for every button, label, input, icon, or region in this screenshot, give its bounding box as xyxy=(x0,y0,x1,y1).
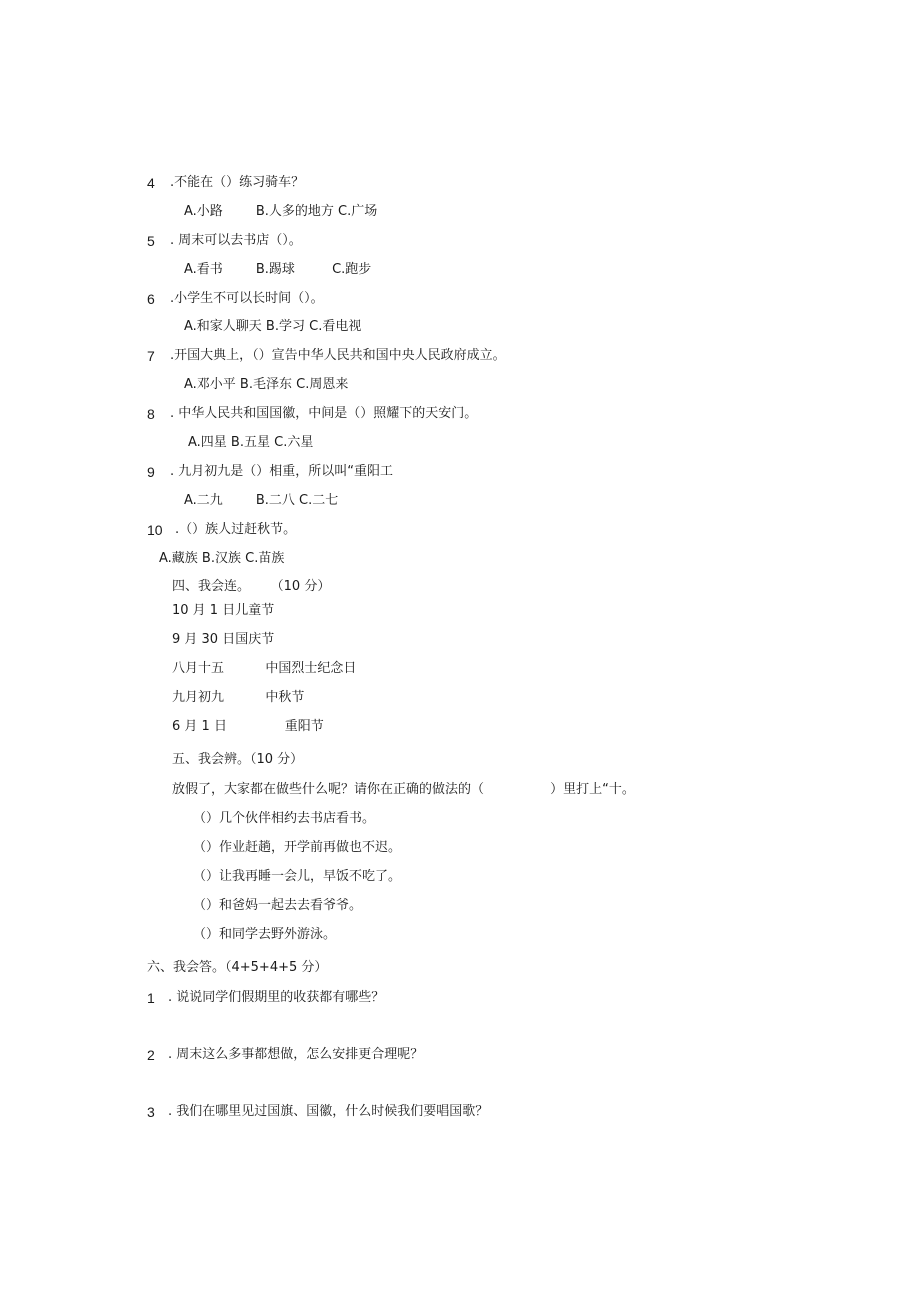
question-options: A.和家人聊天 B.学习 C.看电视 xyxy=(184,319,362,334)
question-text: . 九月初九是（）相重，所以叫“重阳工 xyxy=(170,464,393,479)
question-options: A.小路 B.人多的地方 C.广场 xyxy=(184,204,378,219)
question-number: 7 xyxy=(147,348,155,364)
question-text: . 中华人民共和国国徽，中间是（）照耀下的天安门。 xyxy=(170,406,478,421)
question-number: 5 xyxy=(147,233,155,249)
judge-item: （）作业赶趟，开学前再做也不迟。 xyxy=(193,840,402,855)
matching-row: 6 月 1 日 重阳节 xyxy=(172,719,324,734)
question-text: . 周末这么多事都想做，怎么安排更合理呢？ xyxy=(168,1047,424,1062)
matching-row: 10 月 1 日儿童节 xyxy=(172,603,275,618)
matching-row: 九月初九 中秋节 xyxy=(172,690,305,705)
judge-item: （）让我再睡一会儿，早饭不吃了。 xyxy=(193,869,402,884)
question-number: 4 xyxy=(147,175,155,191)
question-number: 2 xyxy=(147,1047,155,1063)
question-options: A.邓小平 B.毛泽东 C.周恩来 xyxy=(184,377,349,392)
question-options: A.二九 B.二八 C.二七 xyxy=(184,493,339,508)
section-heading: 四、我会连。 （10 分） xyxy=(172,579,331,594)
question-text: .小学生不可以长时间（）。 xyxy=(170,291,324,306)
section-heading: 六、我会答。（4+5+4+5 分） xyxy=(147,960,328,975)
section-instruction: 放假了，大家都在做些什么呢？请你在正确的做法的（ ）里打上“十。 xyxy=(172,782,635,797)
question-text: .（）族人过赶秋节。 xyxy=(175,522,297,537)
question-number: 9 xyxy=(147,464,155,480)
matching-row: 八月十五 中国烈士纪念日 xyxy=(172,661,357,676)
judge-item: （）几个伙伴相约去书店看书。 xyxy=(193,811,376,826)
question-text: .不能在（）练习骑车？ xyxy=(170,175,305,190)
question-number: 6 xyxy=(147,291,155,307)
question-number: 10 xyxy=(147,522,163,538)
question-text: . 我们在哪里见过国旗、国徽，什么时候我们要唱国歌？ xyxy=(168,1104,489,1119)
question-options: A.藏族 B.汉族 C.苗族 xyxy=(159,551,285,566)
question-text: . 说说同学们假期里的收获都有哪些？ xyxy=(168,990,385,1005)
matching-row: 9 月 30 日国庆节 xyxy=(172,632,275,647)
question-text: .开国大典上，（）宣告中华人民共和国中央人民政府成立。 xyxy=(170,348,506,363)
question-text: . 周末可以去书店（）。 xyxy=(170,233,302,248)
judge-item: （）和同学去野外游泳。 xyxy=(193,927,337,942)
question-number: 1 xyxy=(147,990,155,1006)
judge-item: （）和爸妈一起去去看爷爷。 xyxy=(193,898,363,913)
question-number: 8 xyxy=(147,406,155,422)
question-options: A.看书 B.踢球 C.跑步 xyxy=(184,262,372,277)
question-options: A.四星 B.五星 C.六星 xyxy=(188,435,314,450)
question-number: 3 xyxy=(147,1104,155,1120)
section-heading: 五、我会辨。（10 分） xyxy=(172,752,304,767)
